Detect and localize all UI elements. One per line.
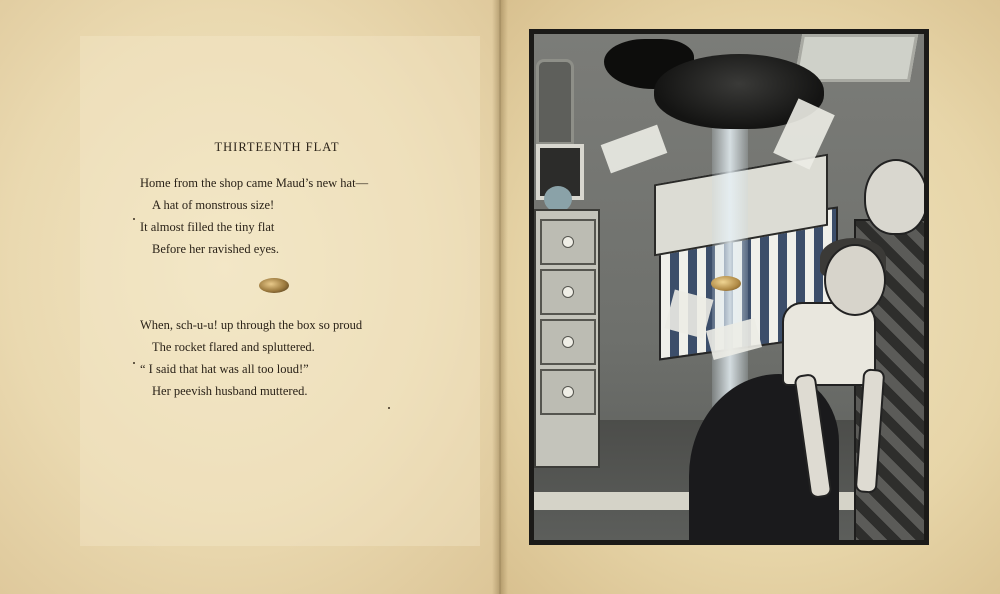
drawer — [540, 269, 596, 315]
stanza-1 — [140, 172, 460, 260]
drawer — [540, 219, 596, 265]
knob — [562, 286, 574, 298]
paper-speck — [133, 362, 135, 364]
stanza-2 — [140, 314, 460, 402]
woman-head-illustration — [824, 244, 886, 316]
husband-head-illustration — [864, 159, 924, 235]
drawer — [540, 369, 596, 415]
poem-line: “ I said that hat was all too loud!” — [140, 362, 309, 376]
poem-line: A hat of monstrous size! — [152, 198, 275, 212]
poem-line: It almost filled the tiny flat — [140, 220, 275, 234]
poem-line: Home from the shop came Maud’s new hat— — [140, 176, 369, 190]
poem-line: Her peevish husband muttered. — [152, 384, 308, 398]
poem-title: THIRTEENTH FLAT — [214, 140, 340, 154]
tissue-paper — [601, 125, 668, 174]
paper-speck — [388, 407, 390, 409]
binding-stud-ornament — [259, 278, 289, 293]
illustration-plate — [529, 29, 929, 545]
dresser-illustration — [534, 209, 600, 468]
drawer — [540, 319, 596, 365]
right-page — [500, 0, 1000, 594]
knob — [562, 236, 574, 248]
poem-line: Before her ravished eyes. — [152, 242, 280, 256]
mirror-illustration — [536, 59, 574, 145]
binding-stud-ornament — [711, 276, 741, 291]
knob — [562, 336, 574, 348]
knob — [562, 386, 574, 398]
poem-line: The rocket flared and spluttered. — [152, 340, 315, 354]
illustration-scene — [534, 34, 924, 540]
poem-line: When, sch-u-u! up through the box so proud — [140, 318, 363, 332]
paper-speck — [133, 218, 135, 220]
